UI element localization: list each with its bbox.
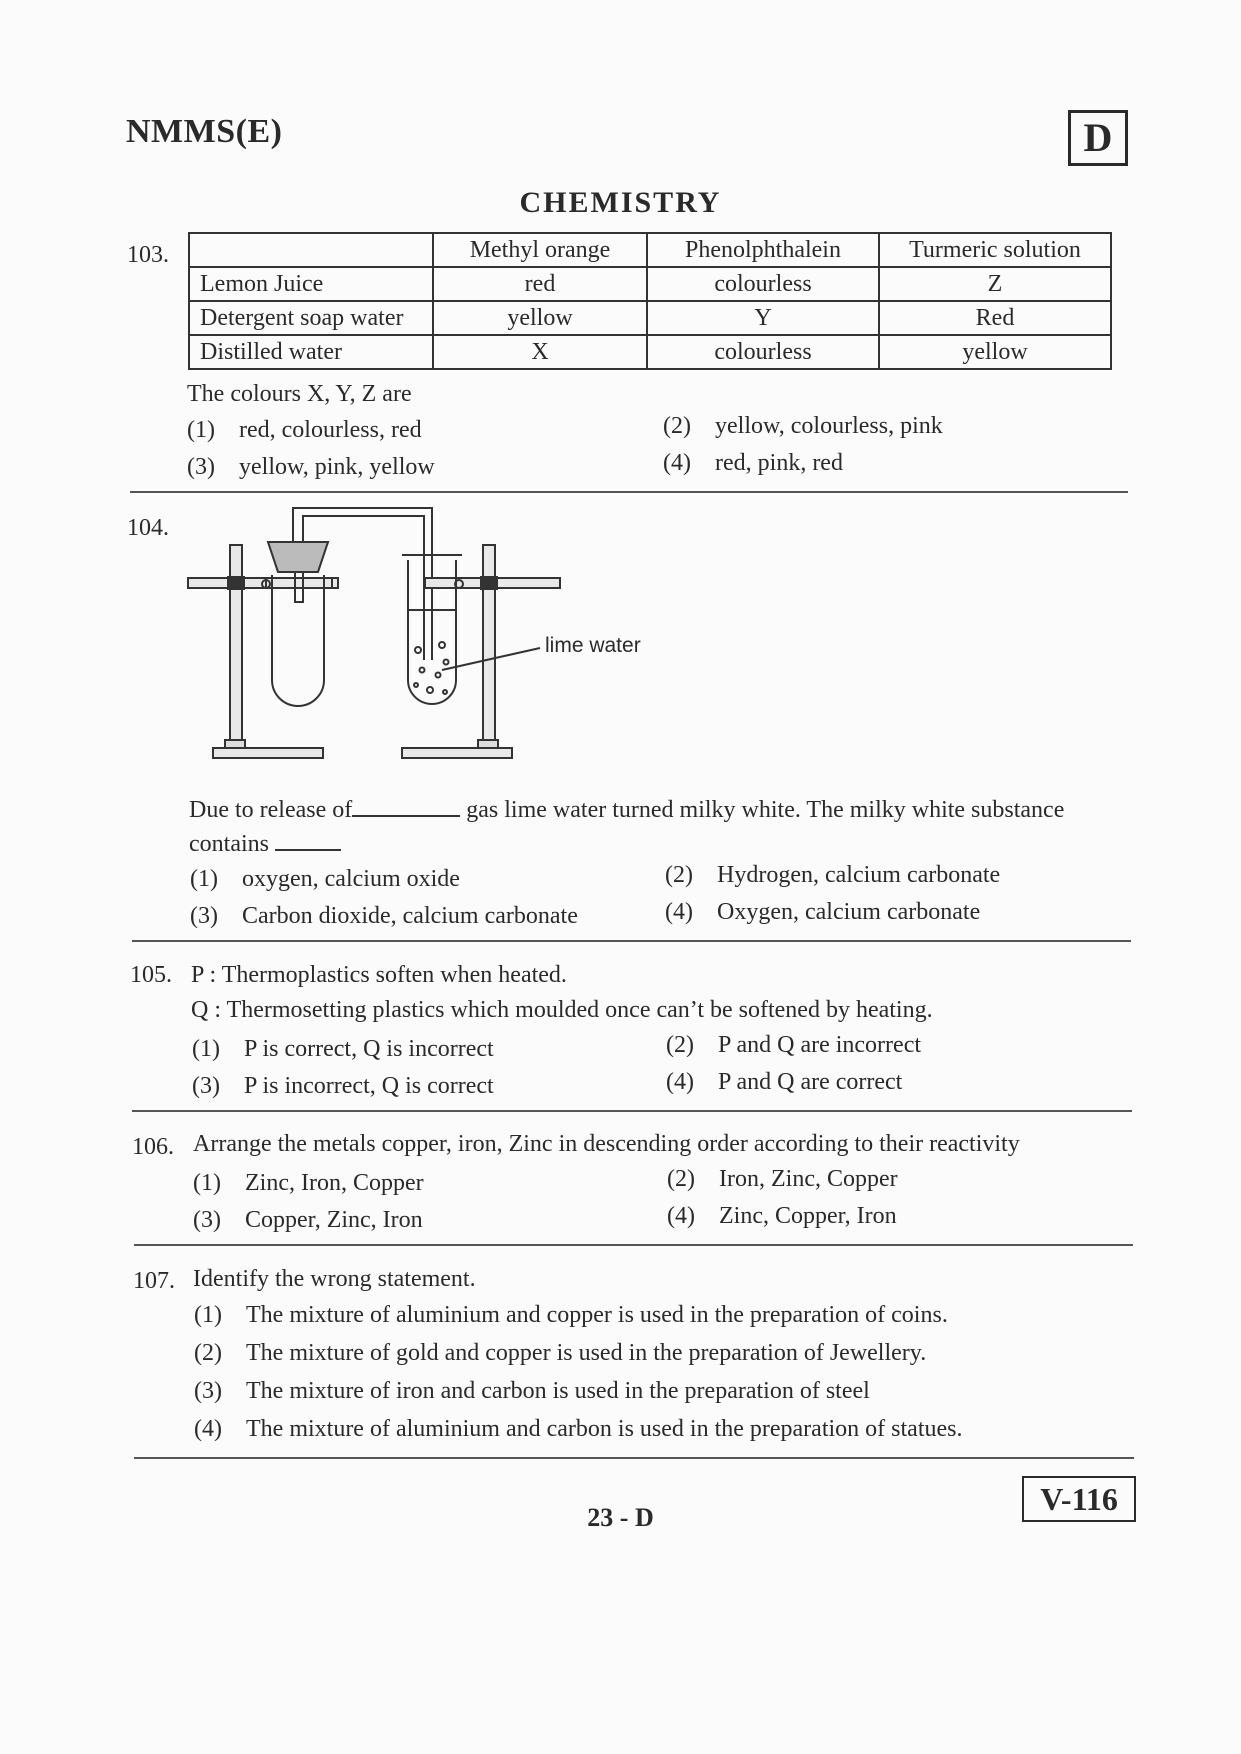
statement-p: P : Thermoplastics soften when heated. — [191, 962, 567, 988]
option-text: The mixture of aluminium and copper is used in the preparation of coins. — [246, 1302, 948, 1328]
option-2 — [194, 1340, 926, 1367]
option-text: red, colourless, red — [239, 417, 422, 443]
option-text: Zinc, Iron, Copper — [245, 1170, 424, 1196]
option-number: (3) — [192, 1073, 220, 1099]
question-text: Arrange the metals copper, iron, Zinc in descending order according to their reactivity — [193, 1131, 1020, 1157]
option-number: (2) — [665, 862, 693, 888]
option-text: Hydrogen, calcium carbonate — [717, 862, 1001, 888]
option-2 — [665, 862, 1000, 889]
table-cell: Red — [879, 301, 1111, 335]
statement-q: Q : Thermosetting plastics which moulded once can’t be softened by heating. — [191, 997, 933, 1023]
option-4 — [667, 1203, 897, 1230]
option-number: (1) — [192, 1036, 220, 1062]
option-3 — [190, 903, 578, 930]
question-text-part: Due to release of — [189, 797, 353, 823]
question-text: Identify the wrong statement. — [193, 1266, 476, 1292]
option-number: (1) — [193, 1170, 221, 1196]
table-cell: Detergent soap water — [189, 301, 433, 335]
option-text: yellow, pink, yellow — [239, 454, 435, 480]
option-text: oxygen, calcium oxide — [242, 866, 460, 892]
option-2 — [667, 1166, 898, 1193]
option-number: (3) — [187, 454, 215, 480]
option-1 — [193, 1170, 424, 1197]
table-cell: Y — [647, 301, 879, 335]
option-number: (3) — [194, 1378, 222, 1404]
table-cell: yellow — [433, 301, 647, 335]
table-cell: Lemon Juice — [189, 267, 433, 301]
option-text: P and Q are correct — [718, 1069, 903, 1095]
page-number: 23 - D — [587, 1503, 654, 1532]
indicator-table — [188, 232, 1112, 370]
option-text: P is incorrect, Q is correct — [244, 1073, 494, 1099]
option-number: (4) — [667, 1203, 695, 1229]
table-row — [189, 301, 1111, 335]
question-number: 104. — [127, 515, 169, 541]
option-1 — [187, 417, 422, 444]
option-3 — [194, 1378, 870, 1405]
question-number: 106. — [132, 1134, 174, 1160]
divider — [134, 1244, 1133, 1246]
table-header-row — [189, 233, 1111, 267]
option-number: (3) — [193, 1207, 221, 1233]
option-number: (4) — [194, 1416, 222, 1442]
diagram-label: lime water — [545, 634, 641, 657]
option-number: (1) — [187, 417, 215, 443]
option-number: (2) — [194, 1340, 222, 1366]
table-cell: colourless — [647, 335, 879, 369]
option-text: yellow, colourless, pink — [715, 413, 943, 439]
option-3 — [187, 454, 435, 481]
option-number: (1) — [190, 866, 218, 892]
table-cell — [189, 233, 433, 267]
option-text: red, pink, red — [715, 450, 843, 476]
question-number: 107. — [133, 1268, 175, 1294]
option-1 — [194, 1302, 948, 1329]
option-number: (4) — [663, 450, 691, 476]
answer-blank — [275, 829, 341, 851]
option-text: The mixture of gold and copper is used in the preparation of Jewellery. — [246, 1340, 927, 1366]
divider — [132, 1110, 1132, 1112]
subject-title: CHEMISTRY — [519, 186, 722, 219]
option-text: Oxygen, calcium carbonate — [717, 899, 981, 925]
table-row — [189, 335, 1111, 369]
option-3 — [193, 1207, 423, 1234]
set-code-box: D — [1068, 110, 1128, 166]
option-number: (4) — [666, 1069, 694, 1095]
table-cell: X — [433, 335, 647, 369]
question-text-part: gas lime water turned milky white. The milky white substance — [466, 797, 1065, 823]
option-2 — [663, 413, 943, 440]
option-2 — [666, 1032, 921, 1059]
table-cell: Z — [879, 267, 1111, 301]
version-code-box: V-116 — [1022, 1476, 1136, 1522]
option-1 — [190, 866, 460, 893]
question-text: The colours X, Y, Z are — [187, 381, 412, 407]
option-4 — [194, 1416, 962, 1443]
divider — [134, 1457, 1134, 1459]
question-text-part: contains — [189, 831, 269, 857]
option-text: The mixture of iron and carbon is used in the preparation of steel — [246, 1378, 870, 1404]
exam-code: NMMS(E) — [126, 113, 283, 150]
answer-blank — [352, 795, 460, 817]
table-cell: Distilled water — [189, 335, 433, 369]
option-4 — [663, 450, 843, 477]
option-3 — [192, 1073, 494, 1100]
option-number: (3) — [190, 903, 218, 929]
table-header-cell: Methyl orange — [433, 233, 647, 267]
option-text: P and Q are incorrect — [718, 1032, 922, 1058]
divider — [130, 491, 1128, 493]
option-text: Carbon dioxide, calcium carbonate — [242, 903, 578, 929]
option-text: Copper, Zinc, Iron — [245, 1207, 423, 1233]
option-4 — [665, 899, 980, 926]
option-text: P is correct, Q is incorrect — [244, 1036, 494, 1062]
option-number: (2) — [663, 413, 691, 439]
table-cell: yellow — [879, 335, 1111, 369]
option-1 — [192, 1036, 494, 1063]
divider — [132, 940, 1131, 942]
option-number: (2) — [666, 1032, 694, 1058]
table-row — [189, 267, 1111, 301]
table-cell: colourless — [647, 267, 879, 301]
option-number: (2) — [667, 1166, 695, 1192]
option-text: The mixture of aluminium and carbon is used in the preparation of statues. — [246, 1416, 963, 1442]
question-text — [189, 829, 341, 858]
table-header-cell: Turmeric solution — [879, 233, 1111, 267]
option-4 — [666, 1069, 902, 1096]
question-number: 103. — [127, 242, 169, 268]
option-number: (1) — [194, 1302, 222, 1328]
question-text — [189, 795, 1064, 824]
option-text: Iron, Zinc, Copper — [719, 1166, 898, 1192]
option-text: Zinc, Copper, Iron — [719, 1203, 897, 1229]
table-cell: red — [433, 267, 647, 301]
option-number: (4) — [665, 899, 693, 925]
table-header-cell: Phenolphthalein — [647, 233, 879, 267]
question-number: 105. — [130, 962, 172, 988]
